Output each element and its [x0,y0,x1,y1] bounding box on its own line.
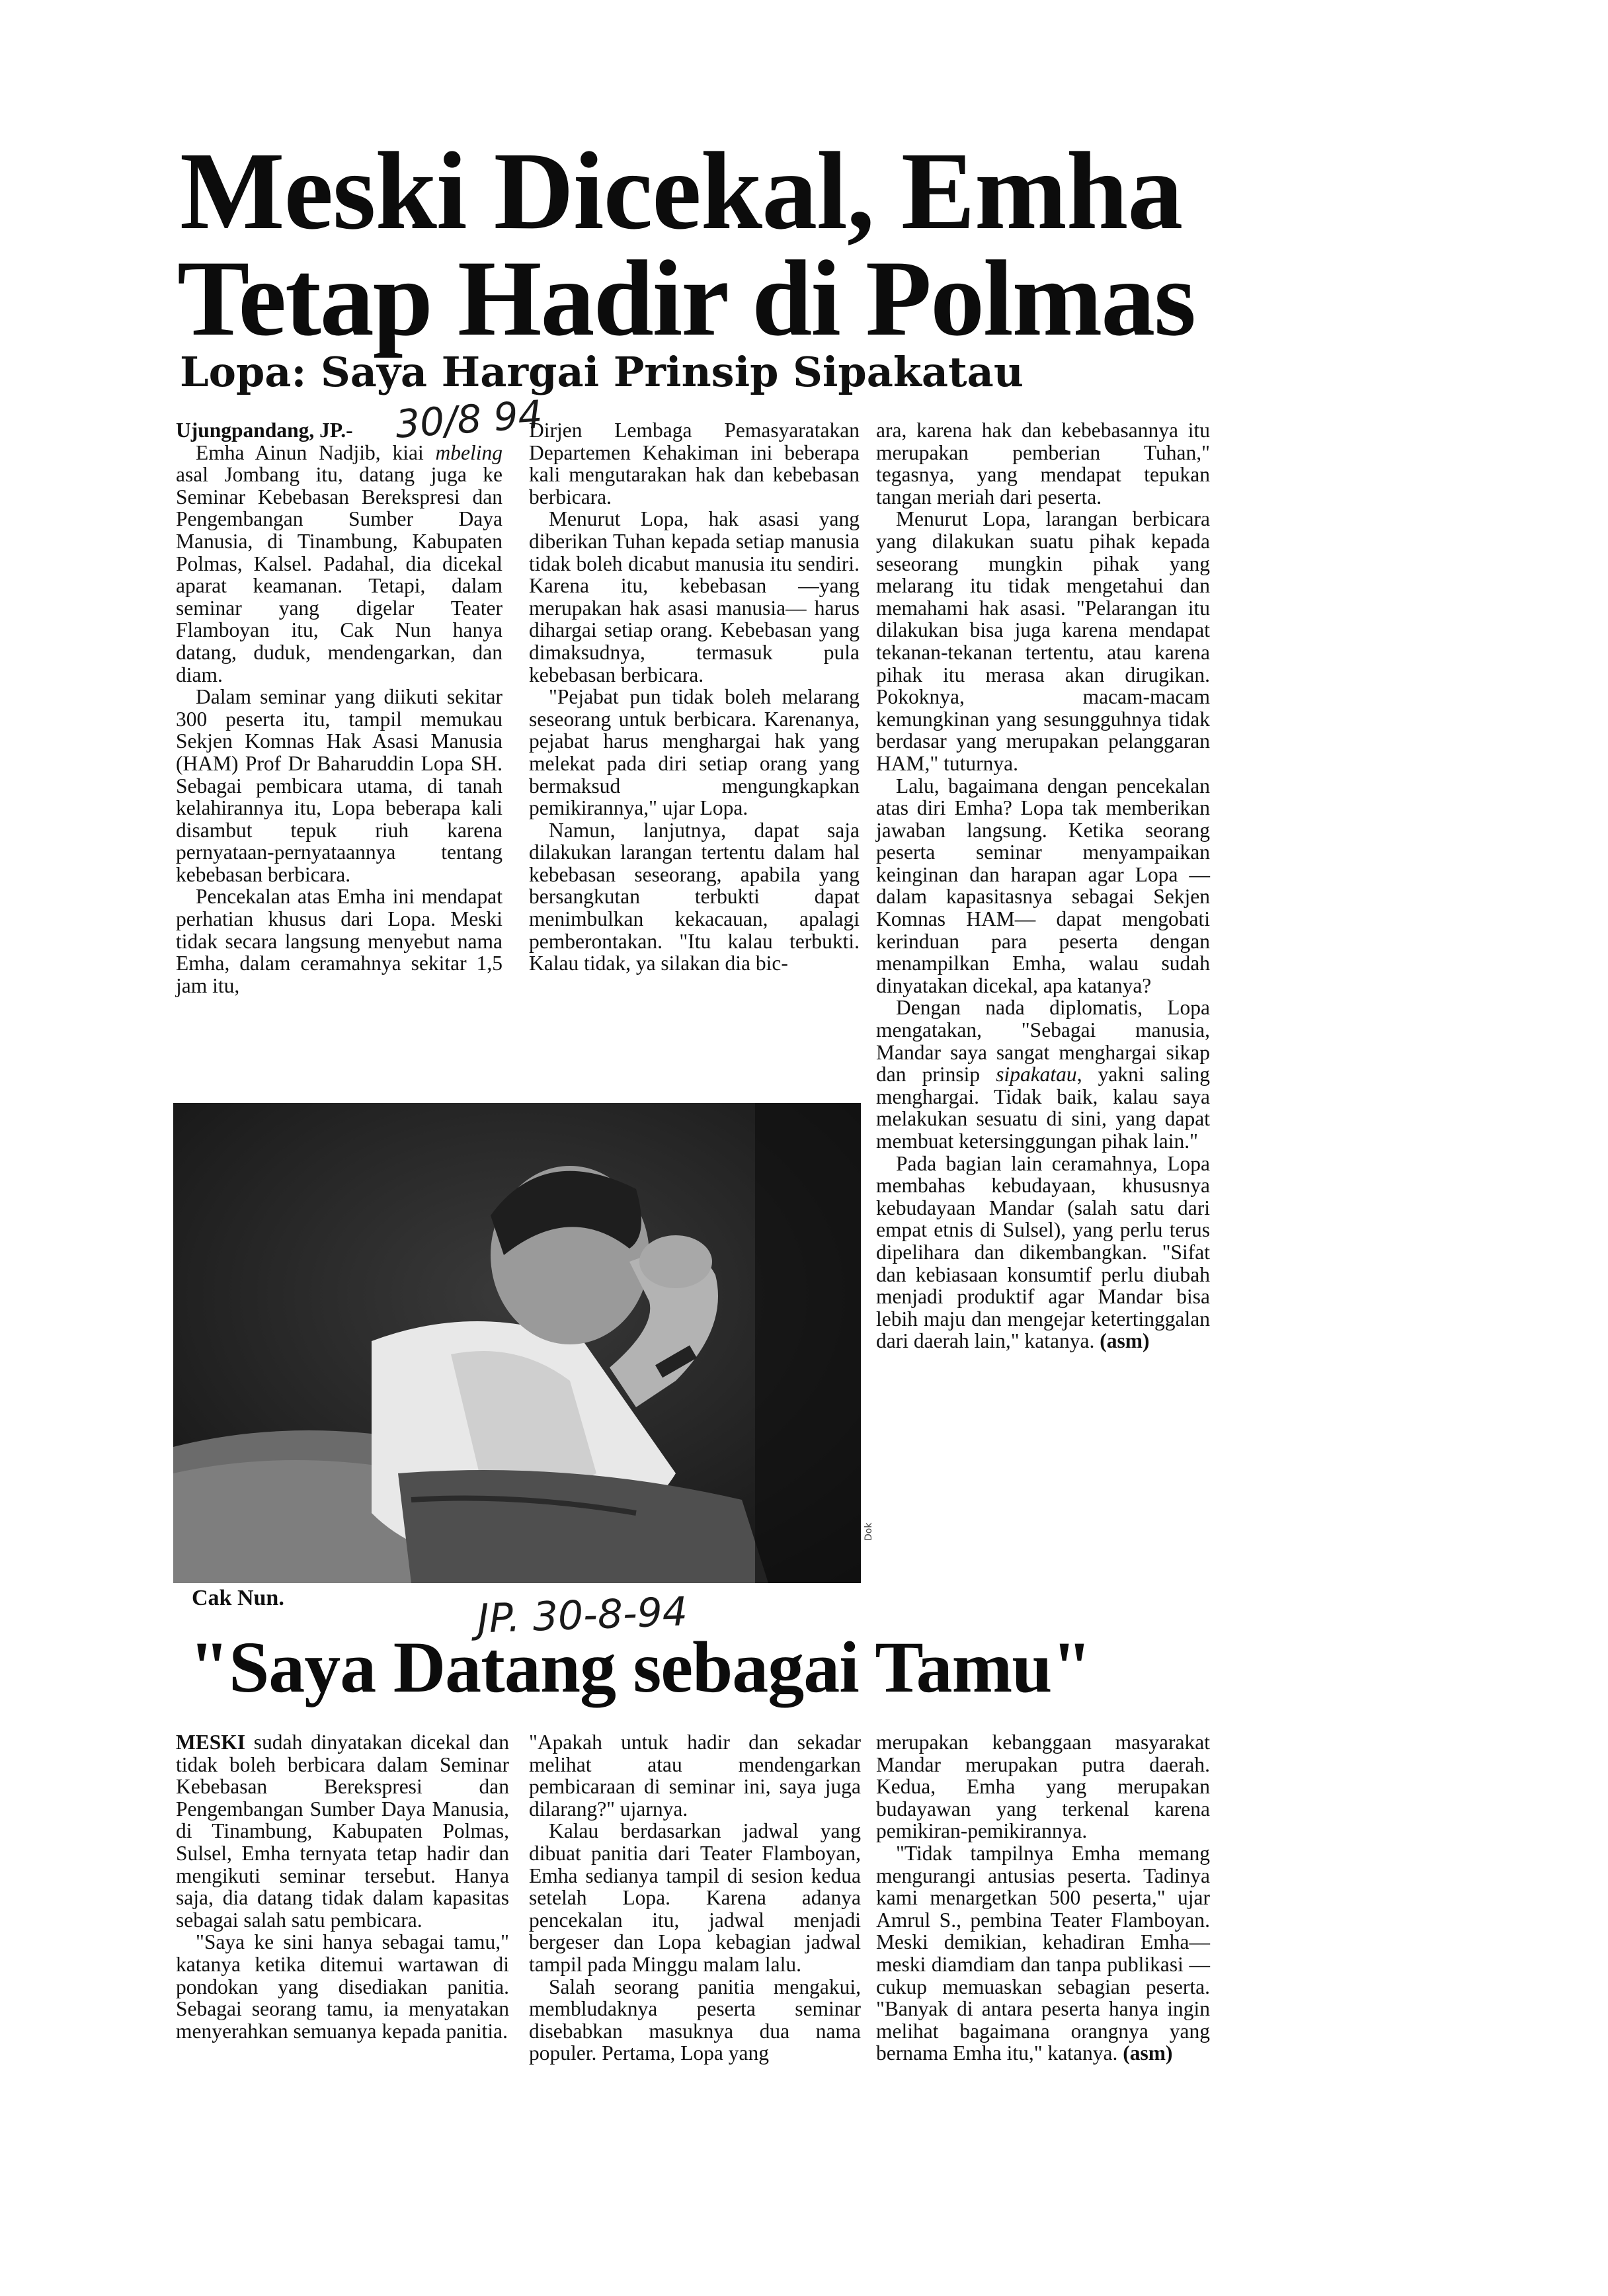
a2-col3-p1: merupakan kebanggaan masyarakat Mandar merupakan putra daerah. Kedua, Emha yang merupakan budayawan yang terkenal karena pemikiran-pemikirannya. [876,1731,1210,1843]
article2-lead: MESKI [176,1731,246,1754]
headline-line-2: Tetap Hadir di Polmas [177,239,1195,358]
photo-credit: Dok [864,1522,874,1541]
col3-p2: Menurut Lopa, larangan berbicara yang dilakukan suatu pihak kepada seseorang mungkin pihak yang melarang itu tidak mengetahui dan memahami hak asasi. "Pelarangan itu dilakukan bisa juga karena mendapat tekanan-tekanan tertentu, atau karena pihak itu merasa akan dirugikan. Pokoknya, macam-macam kemungkinan yang sesungguhnya tidak berdasar yang merupakan pelanggaran HAM," tuturnya. [876,507,1210,775]
col2-p4: Namun, lanjutnya, dapat saja dilakukan larangan tertentu dalam hal kebebasan seseorang, apabila yang bersangkutan terbukti dapat menimbulkan kekacauan, apalagi pemberontakan. "Itu kalau terbukti. Kalau tidak, ya silakan dia bic- [529,818,860,975]
col1-p1a: Emha Ainun Nadjib, kiai [196,440,436,464]
a2-col3-p2: "Tidak tampilnya Emha memang mengurangi antusias peserta. Tadinya kami menargetkan 500 peserta," ujar Amrul S., pembina Teater Flamboyan. Meski demikian, kehadiran Emha— meski diamdiam dan tanpa publikasi — cukup memuaskan sebagian peserta. "Banyak di antara peserta hanya ingin melihat bagaimana orangnya yang bernama Emha itu," katanya. [876,1841,1210,2065]
article2-column-2 [529,1731,861,2065]
subheadline: Lopa: Saya Hargai Prinsip Sipakatau [180,348,1024,396]
a2-col2-p1: "Apakah untuk hadir dan sekadar melihat atau mendengarkan pembicaraan di seminar ini, saya juga dilarang?" ujarnya. [529,1731,861,1821]
col3-sign: (asm) [1100,1329,1150,1353]
col3-p4a: Dengan nada diplomatis, Lopa mengatakan, "Sebagai manusia, Mandar saya sangat menghargai sikap dan prinsip [876,996,1210,1086]
photo-illustration [173,1103,861,1583]
article1-column-2 [529,419,860,975]
col2-p2: Menurut Lopa, hak asasi yang diberikan Tuhan kepada setiap manusia tidak boleh dicabut manusia itu sendiri. Karena itu, kebebasan —yang merupakan hak asasi manusia— harus dihargai setiap orang. Kebebasan yang dimaksudnya, termasuk pula kebebasan berbicara. [529,507,860,686]
col1-p1b: mbeling [435,440,502,464]
col3-p5: Pada bagian lain ceramahnya, Lopa membahas kebudayaan, khususnya kebudayaan Mandar (salah satu dari empat etnis di Sulsel), yang perlu terus dipelihara dan dikembangkan. "Sifat dan kebiasaan konsumtif perlu diubah menjadi produktif agar Mandar bisa lebih maju dan mengejar ketertinggalan dari daerah lain," katanya. [876,1151,1210,1353]
article2-column-3 [876,1731,1210,2065]
photo-cak-nun [173,1103,861,1583]
col1-p1c: asal Jombang itu, datang juga ke Seminar Kebebasan Berekspresi dan Pengembangan Sumber Daya Manusia, di Tinambung, Kabupaten Polmas, Kalsel. Padahal, dia dicekal aparat keamanan. Tetapi, dalam seminar yang digelar Teater Flamboyan itu, Cak Nun hanya datang, duduk, mendengarkan, dan diam. [176,463,502,686]
a2-col1-p1: sudah dinyatakan dicekal dan tidak boleh berbicara dalam Seminar Kebebasan Berekspresi dan Pengembangan Sumber Daya Manusia, di Tinambung, Kabupaten Polmas, Sulsel, Emha ternyata tetap hadir dan mengikuti seminar tersebut. Hanya saja, dia datang tidak dalam kapasitas sebagai salah satu pembicara. [176,1731,509,1932]
headline-line-1: Meski Dicekal, Emha [180,130,1183,253]
dateline: Ujungpandang, JP.- [176,419,353,442]
a2-col2-p3: Salah seorang panitia mengakui, membludaknya peserta seminar disebabkan masuknya dua nama populer. Pertama, Lopa yang [529,1975,861,2065]
a2-col3-sign: (asm) [1123,2041,1173,2065]
article2-column-1 [176,1731,509,2042]
col2-p3: "Pejabat pun tidak boleh melarang seseorang untuk berbicara. Karenanya, pejabat harus menghargai hak yang melekat pada diri setiap orang yang bermaksud mengungkapkan pemikirannya," ujar Lopa. [529,685,860,820]
handwritten-date: 30/8 94 [393,391,544,447]
col3-p3: Lalu, bagaimana dengan pencekalan atas diri Emha? Lopa tak memberikan jawaban langsung. Ketika seorang peserta seminar menyampaikan keinginan dan harapan agar Lopa —dalam kapasitasnya sebagai Sekjen Komnas HAM— dapat mengobati kerinduan para peserta dengan menampilkan Emha, walau sudah dinyatakan dicekal, apa katanya? [876,774,1210,997]
a2-col2-p2: Kalau berdasarkan jadwal yang dibuat panitia dari Teater Flamboyan, Emha sedianya tampil di sesion kedua setelah Lopa. Karena adanya pencekalan itu, jadwal menjadi bergeser dan Lopa kebagian jadwal tampil pada Minggu malam lalu. [529,1819,861,1976]
article1-column-3 [876,419,1210,1352]
col1-p2: Dalam seminar yang diikuti sekitar 300 peserta itu, tampil memukau Sekjen Komnas Hak Asasi Manusia (HAM) Prof Dr Baharuddin Lopa SH. Sebagai pembicara utama, di tanah kelahirannya itu, Lopa beberapa kali disambut tepuk riuh karena pernyataan-pernyataannya tentang kebebasan berbicara. [176,685,502,886]
col3-p4b: sipakatau [996,1063,1077,1086]
handwritten-reference: JP. 30-8-94 [476,1588,689,1643]
col1-p3: Pencekalan atas Emha ini mendapat perhatian khusus dari Lopa. Meski tidak secara langsung menyebut nama Emha, dalam ceramahnya sekitar 1,5 jam itu, [176,885,502,997]
col2-p1: Dirjen Lembaga Pemasyaratakan Departemen Kehakiman ini beberapa kali mengutarakan hak dan kebebasan berbicara. [529,419,860,509]
photo-caption: Cak Nun. [192,1586,284,1610]
a2-col1-p2: "Saya ke sini hanya sebagai tamu," katanya ketika ditemui wartawan di pondokan yang disediakan panitia. Sebagai seorang tamu, ia menyatakan menyerahkan semuanya kepada panitia. [176,1930,509,2043]
article1-column-1 [176,419,502,997]
col3-p1: ara, karena hak dan kebebasannya itu merupakan pemberian Tuhan," tegasnya, yang mendapat tepukan tangan meriah dari peserta. [876,419,1210,509]
col3-p4c: , yakni saling menghargai. Tidak baik, kalau saya melakukan sesuatu di sini, yang dapat membuat ketersinggungan pihak lain." [876,1063,1210,1153]
article2-headline: "Saya Datang sebagai Tamu" [189,1627,1092,1707]
